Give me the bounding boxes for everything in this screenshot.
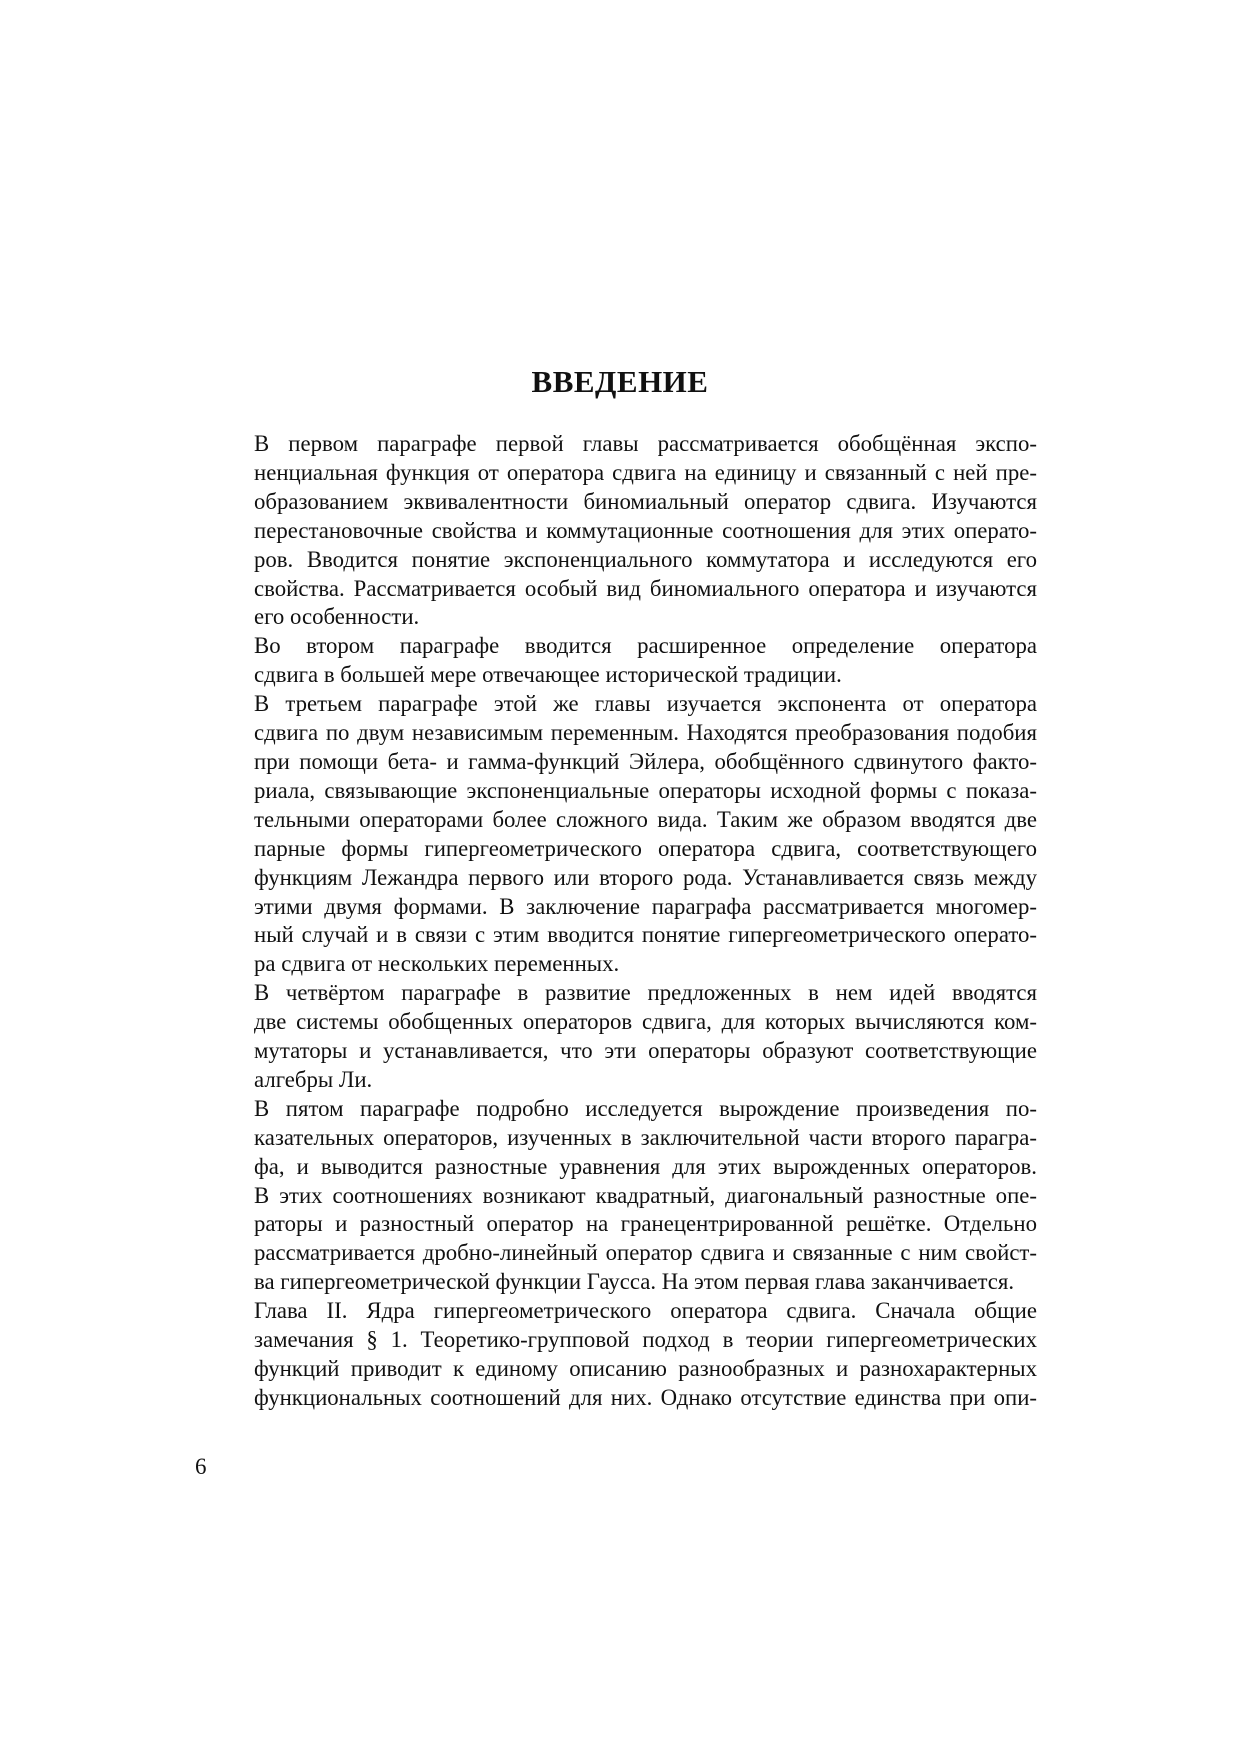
paragraph xyxy=(195,979,1037,1095)
text-line: ненциальная функция от оператора сдвига на единицу и связанный с ней пре- xyxy=(254,459,1037,485)
page-number: 6 xyxy=(195,1454,207,1479)
text-line: В четвёртом параграфе в развитие предложенных в нем идей вводятся xyxy=(254,980,1037,1006)
text-line: две системы обобщенных операторов сдвига, для которых вычисляются ком- xyxy=(254,1009,1037,1035)
text-line: алгебры Ли. xyxy=(254,1066,373,1092)
text-line: В третьем параграфе этой же главы изучается экспонента от оператора xyxy=(254,691,1037,717)
text-line: при помощи бета- и гамма-функций Эйлера, обобщённого сдвинутого факто- xyxy=(254,748,1037,774)
paragraph xyxy=(195,430,1037,632)
text-line: перестановочные свойства и коммутационные соотношения для этих операто- xyxy=(254,517,1037,543)
text-line: сдвига по двум независимым переменным. Находятся преобразования подобия xyxy=(254,720,1037,746)
text-line: функциональных соотношений для них. Однако отсутствие единства при опи- xyxy=(254,1384,1037,1410)
text-line: ный случай и в связи с этим вводится понятие гипергеометрического операто- xyxy=(254,922,1037,948)
text-line: свойства. Рассматривается особый вид биномиального оператора и изучаются xyxy=(254,575,1037,601)
text-line: Глава II. Ядра гипергеометрического оператора сдвига. Сначала общие xyxy=(254,1298,1037,1324)
paragraph xyxy=(195,690,1037,979)
paragraph xyxy=(195,1095,1037,1297)
text-line: казательных операторов, изученных в заключительной части второго парагра- xyxy=(254,1124,1037,1150)
text-line: сдвига в большей мере отвечающее исторической традиции. xyxy=(254,662,842,688)
text-line: В пятом параграфе подробно исследуется вырождение произведения по- xyxy=(254,1095,1037,1121)
text-line: парные формы гипергеометрического оператора сдвига, соответствующего xyxy=(254,835,1037,861)
text-line: В этих соотношениях возникают квадратный, диагональный разностные опе- xyxy=(254,1182,1037,1208)
text-line: Во втором параграфе вводится расширенное определение оператора xyxy=(254,633,1037,659)
text-line: этими двумя формами. В заключение параграфа рассматривается многомер- xyxy=(254,893,1037,919)
text-line: ва гипергеометрической функции Гаусса. На этом первая глава заканчивается. xyxy=(254,1269,1015,1295)
text-line: ров. Вводится понятие экспоненциального коммутатора и исследуются его xyxy=(254,546,1037,572)
text-line: фа, и выводится разностные уравнения для этих вырожденных операторов. xyxy=(254,1153,1037,1179)
body-text xyxy=(195,430,1037,1413)
text-line: рассматривается дробно-линейный оператор сдвига и связанные с ним свойст- xyxy=(254,1240,1037,1266)
text-line: тельными операторами более сложного вида. Таким же образом вводятся две xyxy=(254,806,1037,832)
text-line: В первом параграфе первой главы рассматривается обобщённая экспо- xyxy=(254,431,1037,456)
text-line: функций приводит к единому описанию разнообразных и разнохарактерных xyxy=(254,1356,1037,1381)
text-line: образованием эквивалентности биномиальный оператор сдвига. Изучаются xyxy=(254,488,1037,514)
paragraph xyxy=(195,1297,1037,1413)
text-line: замечания § 1. Теоретико-групповой подход в теории гипергеометрических xyxy=(254,1327,1037,1353)
text-line: функциям Лежандра первого или второго рода. Устанавливается связь между xyxy=(254,864,1037,890)
text-line: мутаторы и устанавливается, что эти операторы образуют соответствующие xyxy=(254,1038,1037,1064)
text-line: ра сдвига от нескольких переменных. xyxy=(254,951,620,977)
text-line: риала, связывающие экспоненциальные операторы исходной формы с показа- xyxy=(254,777,1037,803)
page-title: ВВЕДЕНИЕ xyxy=(531,364,709,399)
paragraph xyxy=(195,632,1037,690)
text-line: раторы и разностный оператор на гранецентрированной решётке. Отдельно xyxy=(254,1211,1037,1237)
text-line: его особенности. xyxy=(254,604,420,630)
